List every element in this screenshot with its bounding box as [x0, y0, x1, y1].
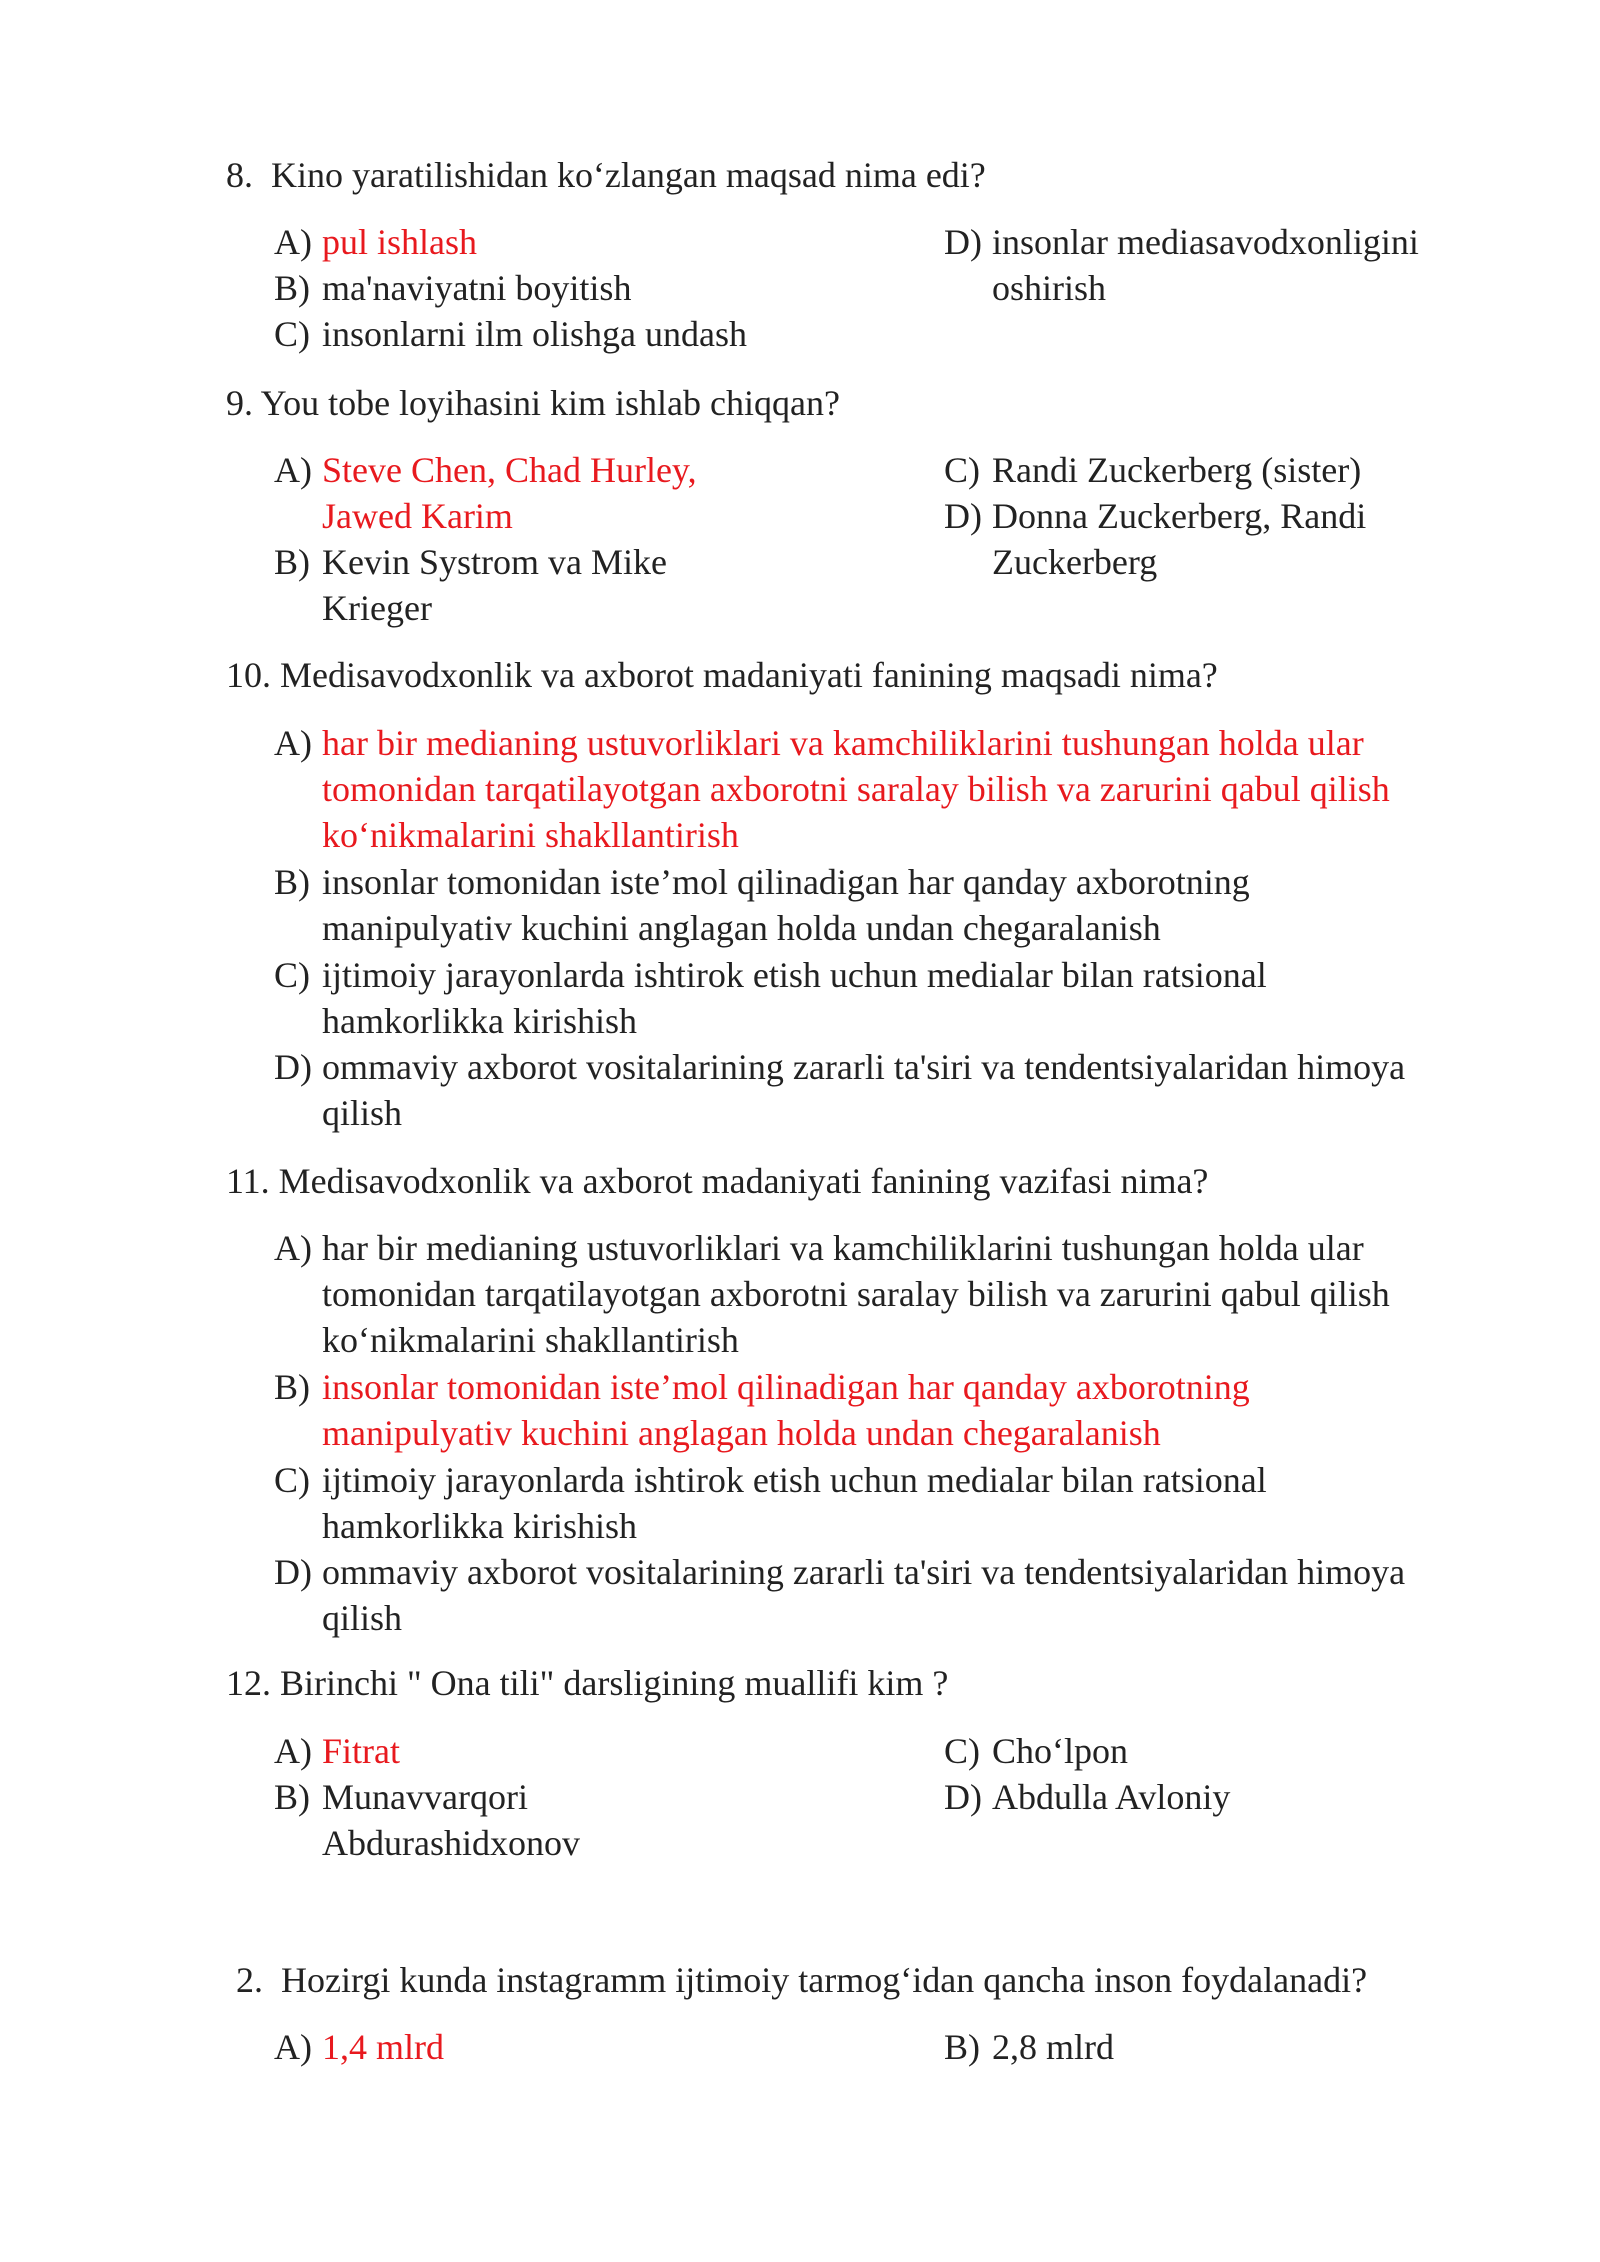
q12-option-d — [944, 1774, 1444, 1820]
question-text: Hozirgi kunda instagramm ijtimoiy tarmog‘idan qancha inson foydalanadi? — [281, 1960, 1368, 2000]
question-11 — [226, 1158, 1208, 1204]
option-text: insonlarni ilm olishga undash — [322, 314, 747, 354]
option-letter: B) — [274, 542, 310, 582]
option-letter: A) — [274, 1228, 312, 1268]
option-letter: C) — [944, 1731, 980, 1771]
question-number: 2. — [236, 1960, 263, 2000]
q12-option-b — [274, 1774, 734, 1866]
option-letter: B) — [274, 1367, 310, 1407]
question-number: 12. — [226, 1663, 271, 1703]
option-text: Fitrat — [322, 1731, 400, 1771]
q11-option-a — [274, 1225, 1454, 1363]
question-9 — [226, 380, 840, 426]
q10-option-c — [274, 952, 1334, 1044]
option-text: ma'naviyatni boyitish — [322, 268, 632, 308]
option-text: ijtimoiy jarayonlarda ishtirok etish uchun medialar bilan ratsional hamkorlikka kirishish — [322, 1460, 1267, 1546]
question-number: 10. — [226, 655, 271, 695]
q11-option-c — [274, 1457, 1334, 1549]
option-text: 1,4 mlrd — [322, 2027, 444, 2067]
option-text: insonlar tomonidan iste’mol qilinadigan har qanday axborotning manipulyativ kuchini anglagan holda undan chegaralanish — [322, 1367, 1250, 1453]
question-text: Medisavodxonlik va axborot madaniyati fanining vazifasi nima? — [278, 1161, 1209, 1201]
q12-option-c — [944, 1728, 1444, 1774]
question-10 — [226, 652, 1218, 698]
question-number: 9. — [226, 383, 253, 423]
question-text: Medisavodxonlik va axborot madaniyati fanining maqsadi nima? — [280, 655, 1218, 695]
option-text: ijtimoiy jarayonlarda ishtirok etish uchun medialar bilan ratsional hamkorlikka kirishish — [322, 955, 1267, 1041]
option-text: 2,8 mlrd — [992, 2027, 1114, 2067]
q10-option-a — [274, 720, 1454, 858]
option-text: Abdulla Avloniy — [992, 1777, 1231, 1817]
option-letter: C) — [944, 450, 980, 490]
q2-option-b — [944, 2024, 1444, 2070]
option-text: Munavvarqori Abdurashidxonov — [322, 1777, 580, 1863]
option-letter: D) — [944, 496, 982, 536]
question-text: Birinchi " Ona tili" darsligining muallifi kim ? — [280, 1663, 949, 1703]
option-letter: C) — [274, 314, 310, 354]
option-text: Cho‘lpon — [992, 1731, 1129, 1771]
q9-option-d — [944, 493, 1434, 585]
q9-option-a — [274, 447, 734, 539]
q9-option-c — [944, 447, 1464, 493]
option-letter: D) — [944, 222, 982, 262]
option-text: Kevin Systrom va Mike Krieger — [322, 542, 667, 628]
option-letter: C) — [274, 955, 310, 995]
option-letter: B) — [274, 862, 310, 902]
option-text: pul ishlash — [322, 222, 478, 262]
option-letter: A) — [274, 450, 312, 490]
option-letter: D) — [274, 1047, 312, 1087]
question-text: Kino yaratilishidan ko‘zlangan maqsad nima edi? — [271, 155, 986, 195]
option-letter: B) — [274, 1777, 310, 1817]
question-12 — [226, 1660, 948, 1706]
option-text: insonlar mediasavodxonligini oshirish — [992, 222, 1419, 308]
q9-option-b — [274, 539, 714, 631]
q12-option-a — [274, 1728, 774, 1774]
q8-option-d — [944, 219, 1444, 311]
option-letter: A) — [274, 222, 312, 262]
question-number: 11. — [226, 1161, 270, 1201]
q11-option-d — [274, 1549, 1474, 1641]
option-letter: A) — [274, 1731, 312, 1771]
option-text: Donna Zuckerberg, Randi Zuckerberg — [992, 496, 1367, 582]
q8-option-c — [274, 311, 914, 357]
q8-option-a — [274, 219, 914, 265]
question-number: 8. — [226, 155, 253, 195]
question-2 — [236, 1957, 1367, 2003]
q2-option-a — [274, 2024, 774, 2070]
question-8 — [226, 152, 986, 198]
option-letter: A) — [274, 2027, 312, 2067]
option-letter: B) — [274, 268, 310, 308]
option-text: har bir medianing ustuvorliklari va kamchiliklarini tushungan holda ular tomonidan tarqatilayotgan axborotni saralay bilish va zarurini qabul qilish ko‘nikmalarini shakllantirish — [322, 1228, 1390, 1360]
option-text: Steve Chen, Chad Hurley, Jawed Karim — [322, 450, 697, 536]
option-letter: D) — [274, 1552, 312, 1592]
q11-option-b — [274, 1364, 1334, 1456]
option-text: Randi Zuckerberg (sister) — [992, 450, 1362, 490]
question-text: You tobe loyihasini kim ishlab chiqqan? — [260, 383, 840, 423]
option-letter: D) — [944, 1777, 982, 1817]
option-text: ommaviy axborot vositalarining zararli ta'siri va tendentsiyalaridan himoya qilish — [322, 1047, 1406, 1133]
q10-option-b — [274, 859, 1334, 951]
option-text: ommaviy axborot vositalarining zararli ta'siri va tendentsiyalaridan himoya qilish — [322, 1552, 1406, 1638]
q8-option-b — [274, 265, 914, 311]
option-text: insonlar tomonidan iste’mol qilinadigan har qanday axborotning manipulyativ kuchini anglagan holda undan chegaralanish — [322, 862, 1250, 948]
option-letter: C) — [274, 1460, 310, 1500]
option-letter: A) — [274, 723, 312, 763]
option-text: har bir medianing ustuvorliklari va kamchiliklarini tushungan holda ular tomonidan tarqatilayotgan axborotni saralay bilish va zarurini qabul qilish ko‘nikmalarini shakllantirish — [322, 723, 1390, 855]
q10-option-d — [274, 1044, 1474, 1136]
option-letter: B) — [944, 2027, 980, 2067]
